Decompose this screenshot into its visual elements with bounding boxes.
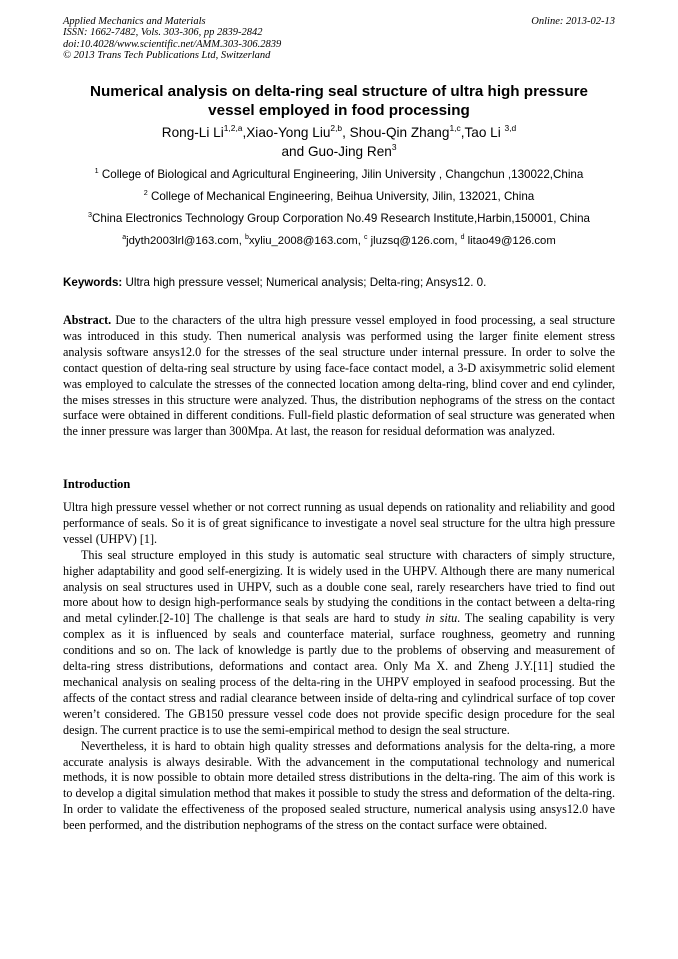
author-list xyxy=(63,123,615,161)
abstract-text: Due to the characters of the ultra high pressure vessel employed in food processing, a seal structure was introduced in this study. Then numerical analysis was performed using the larger finite element stress analysis software ansys12.0 for the stresses of the seal structure under internal pressure. In order to solve the contact question of delta-ring seal structure by using face-face contact model, a 3-D axisymmetric solid element was employed to calculate the stresses of the connected location among delta-ring, blind cover and end cylinder, the mises stresses in this structure were analyzed. Thus, the distribution nephograms of the stress on the contact surface were obtained in different conditions. Full-field plastic deformation of seal structure was generated when the inner pressure was larger than 300Mpa. At last, the reason for residual deformation was analyzed. xyxy=(63,313,615,439)
paper-title xyxy=(63,82,615,120)
email-sup: b xyxy=(245,234,249,242)
keywords-label: Keywords: xyxy=(63,276,123,289)
abstract xyxy=(63,313,615,440)
title-line-1: Numerical analysis on delta-ring seal structure of ultra high pressure xyxy=(90,83,588,100)
affiliation-text: College of Mechanical Engineering, Beihua University, Jilin, 132021, China xyxy=(147,190,535,203)
affiliation-1 xyxy=(63,165,615,182)
intro-paragraph-1: Ultra high pressure vessel whether or not correct running as usual depends on rationality and reliability and good performance of seals. So it is of great significance to investigate a novel seal structure for the ultra high pressure vessel (UHPV) [1]. xyxy=(63,500,615,546)
author-sup: 2,b xyxy=(330,123,343,134)
intro-paragraph-2-text-cont: . The sealing capability is very complex as it is influenced by seals and counterface material, surface roughness, geometry and running conditions and so on. The lack of knowledge is partly due to the problems of observing and measurement of delta-ring stress distributions, deformations and contact area. Only Ma X. and Zheng J.Y.[11] studied the mechanical analysis on sealing process of the delta-ring in the UHPV employed in seafood processing. But the affects of the contact stress and radial clearance between inside of delta-ring and cylindrical surface of top cover weren’t considered. The GB150 pressure vessel code does not provide specific design procedure for the seal design. The current practice is to use the semi-empirical method to design the seal structure. xyxy=(63,611,615,737)
affiliation-sup: 1 xyxy=(94,165,99,175)
intro-paragraph-2 xyxy=(63,548,615,739)
author-name: Rong-Li Li xyxy=(161,125,224,140)
email-link[interactable]: jdyth2003lrl@163.com, xyxy=(126,235,245,247)
affiliation-sup: 2 xyxy=(143,187,148,197)
copyright-line: © 2013 Trans Tech Publications Ltd, Switzerland xyxy=(63,50,271,62)
email-sup: a xyxy=(122,234,127,242)
author-line-1 xyxy=(63,123,615,142)
author-name: , Shou-Qin Zhang xyxy=(342,125,450,140)
issn-line: ISSN: 1662-7482, Vols. 303-306, pp 2839-2842 xyxy=(63,27,263,39)
journal-header xyxy=(63,16,281,62)
doi-line: doi:10.4028/www.scientific.net/AMM.303-306.2839 xyxy=(63,38,282,50)
email-sup: d xyxy=(460,234,465,242)
email-link[interactable]: jluzsq@126.com, xyxy=(367,235,461,247)
affiliation-text: China Electronics Technology Group Corporation No.49 Research Institute,Harbin,150001, China xyxy=(92,212,590,225)
intro-paragraph-2-italic: in situ xyxy=(425,611,458,626)
email-list xyxy=(63,234,615,248)
intro-paragraph-2-text: This seal structure employed in this study is automatic seal structure with characters of simply structure, higher adaptability and good self-energizing. It is widely used in the UHPV. Although there are many numerical analysis on seal structures used in UHPV, such as a double cone seal, rarely researchers have tried to find out more about how to design high-performance seals by studying the conditions in the contact between a delta-ring and metal cylinder.[2-10] The challenge is that seals are hard to study xyxy=(63,547,615,626)
keywords-text: Ultra high pressure vessel; Numerical analysis; Delta-ring; Ansys12. 0. xyxy=(122,276,487,289)
journal-name: Applied Mechanics and Materials xyxy=(63,16,206,27)
author-sup: 1,2,a xyxy=(223,123,243,134)
author-name: and Guo-Jing Ren xyxy=(281,144,392,159)
author-name: ,Tao Li xyxy=(460,125,505,140)
email-link[interactable]: litao49@126.com xyxy=(464,235,556,247)
author-name: ,Xiao-Yong Liu xyxy=(242,125,331,140)
intro-paragraph-3: Nevertheless, it is hard to obtain high quality stresses and deformations analysis for the delta-ring, a more accurate analysis is always desirable. With the advancement in the computational technology and numerical methods, it is now possible to obtain more detailed stress distributions in the delta-ring. The aim of this work is to develop a digital simulation method that makes it possible to study the stress and deformation of the delta-ring. In order to validate the effectiveness of the proposed sealed structure, numerical analysis using ansys12.0 have been performed, and the distribution nephograms of the stress on the contact surface were obtained. xyxy=(63,738,615,833)
affiliation-sup: 3 xyxy=(88,209,93,219)
author-line-2 xyxy=(63,142,615,161)
email-sup: c xyxy=(364,234,368,242)
affiliation-text: College of Biological and Agricultural Engineering, Jilin University , Changchun ,130022,China xyxy=(98,168,584,181)
email-link[interactable]: xyliu_2008@163.com, xyxy=(248,235,364,247)
keywords xyxy=(63,276,615,290)
author-sup: 3,d xyxy=(504,123,517,134)
author-sup: 1,c xyxy=(449,123,461,134)
affiliation-2 xyxy=(63,187,615,204)
section-heading-introduction: Introduction xyxy=(63,477,131,491)
affiliation-3 xyxy=(63,209,615,226)
title-line-2: vessel employed in food processing xyxy=(208,102,470,119)
author-sup: 3 xyxy=(391,142,397,153)
online-date: Online: 2013-02-13 xyxy=(531,16,615,27)
abstract-label: Abstract. xyxy=(63,313,112,327)
introduction-body xyxy=(63,500,615,834)
